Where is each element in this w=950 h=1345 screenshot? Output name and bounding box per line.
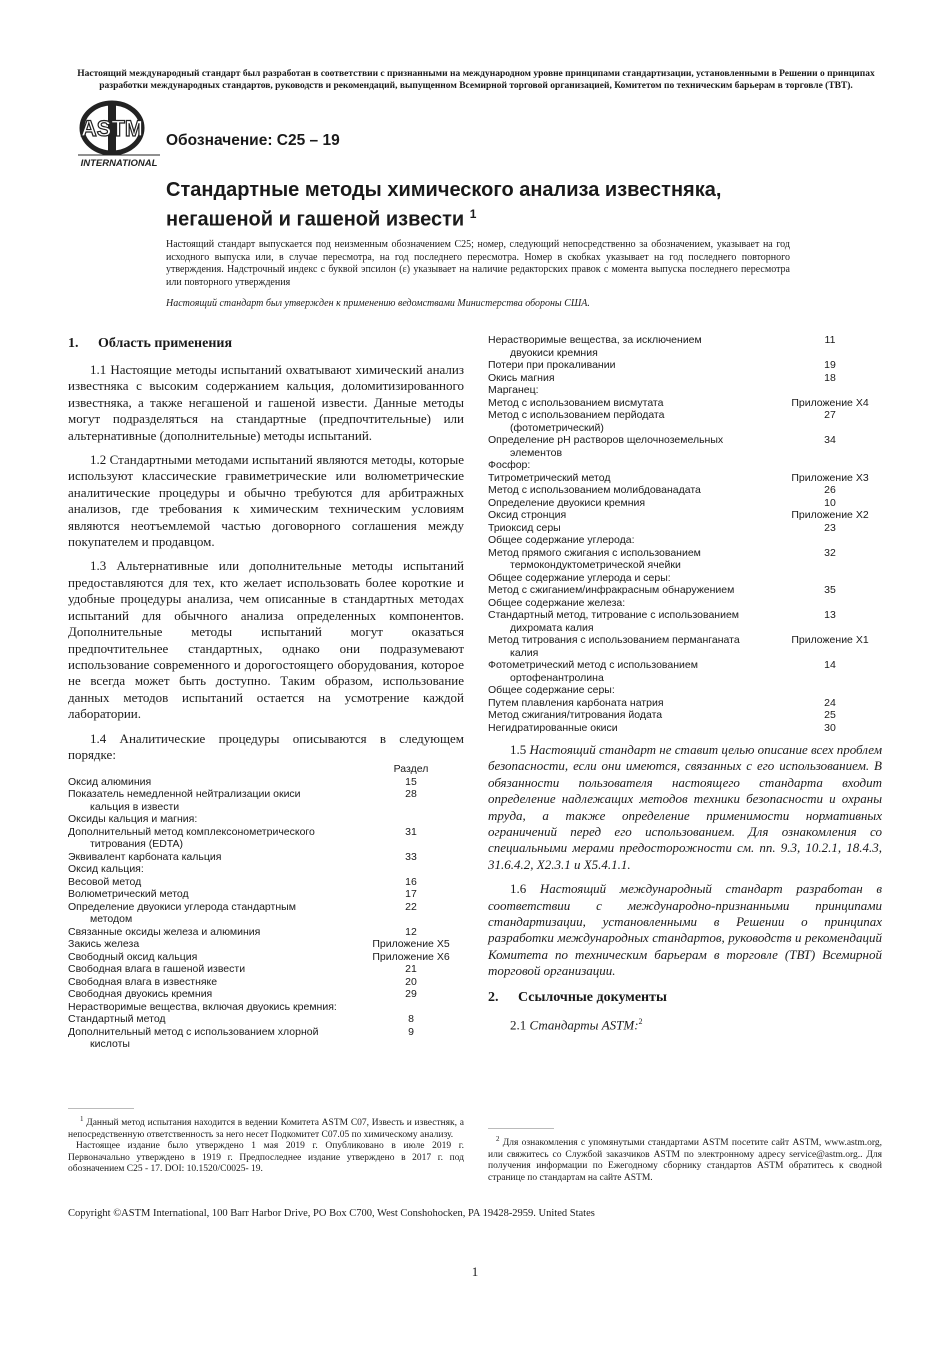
toc-section [778, 572, 882, 585]
toc-section [778, 459, 882, 472]
toc-row [488, 372, 882, 385]
toc-section: Приложение X1 [791, 634, 869, 646]
toc-section: 24 [824, 696, 836, 709]
toc-label: Свободная влага в известняке [68, 975, 218, 988]
toc-section [778, 684, 882, 697]
toc-section: 28 [405, 788, 417, 801]
toc-row [68, 926, 464, 939]
toc-label: Фосфор: [488, 459, 531, 471]
toc-label: Негидратированные окиси [488, 721, 618, 734]
document-title [166, 178, 866, 232]
title-footnote-mark: 1 [469, 207, 477, 221]
toc-section: 35 [824, 584, 836, 596]
toc-section [778, 597, 882, 610]
toc-row [488, 547, 882, 572]
toc-label: Окись магния [488, 371, 555, 384]
toc-label: Свободная влага в гашеной извести [68, 963, 246, 976]
toc-label: Метод сжигания/титрования йодата [488, 709, 663, 721]
toc-section: 11 [824, 334, 836, 346]
toc-row [68, 938, 464, 951]
toc-row [488, 634, 882, 659]
toc-section: 29 [405, 988, 417, 1001]
para-1-4: 1.4 Аналитические процедуры описываются в следующем порядке: [68, 730, 464, 762]
copyright: Copyright ©ASTM International, 100 Barr Harbor Drive, PO Box C700, West Conshohocken, PA 19428-2959. United States [68, 1208, 595, 1219]
toc-row [488, 484, 882, 497]
toc-section: 20 [405, 975, 417, 988]
toc-label: Оксид стронция [488, 509, 567, 521]
toc-label: Эквивалент карбоната кальция [68, 850, 222, 863]
toc-section: 18 [824, 371, 836, 384]
toc-section [778, 534, 882, 547]
toc-label-continuation: титрования (EDTA) [90, 838, 183, 851]
toc-label: Закись железа [68, 938, 140, 951]
toc-label: Метод прямого сжигания с использованием [488, 546, 701, 559]
toc-section: 33 [405, 850, 417, 863]
toc-row [68, 863, 464, 876]
toc-section: 30 [824, 721, 836, 734]
toc-label-continuation: термокондуктометрической ячейки [510, 559, 681, 571]
toc-label: Нерастворимые вещества, за исключением [488, 334, 702, 346]
toc-row [488, 584, 882, 597]
toc-section: 27 [824, 409, 836, 421]
toc-label: Метод с использованием висмутата [488, 396, 664, 409]
footnote-divider [488, 1128, 554, 1129]
toc-table-left [68, 763, 464, 1051]
toc-row [488, 409, 882, 434]
toc-row [68, 1001, 464, 1014]
toc-row [488, 572, 882, 585]
toc-label: Метод с сжиганием/инфракрасным обнаружением [488, 584, 735, 596]
toc-label-continuation: кислоты [90, 1038, 130, 1051]
toc-header: Раздел [393, 763, 429, 776]
toc-row [488, 609, 882, 634]
toc-section [358, 813, 464, 826]
toc-row [488, 709, 882, 722]
footnote-1: $^1$ Данный метод испытания находится в ведении Комитета ASTM C07, Известь и известняк, а непосредственную ответственность за него несет Подкомитет C07.05 по химическому анализу. [68, 1115, 464, 1140]
toc-row [488, 384, 882, 397]
footnote-1-edition: Настоящее издание было утверждено 1 мая 2019 г. Опубликовано в июле 2019 г. Первоначально утверждено в 1919 г. Предпоследнее издание утверждено в 2017 г. под обозначением C25 - 17. DOI: 10.1520/C0025- 19. [68, 1141, 464, 1175]
toc-label: Определение двуокиси кремния [488, 496, 646, 509]
toc-section: Приложение X4 [791, 396, 869, 409]
toc-label: Нерастворимые вещества, включая двуокись кремния: [68, 1000, 337, 1013]
toc-row [488, 722, 882, 735]
footnote-divider [68, 1108, 134, 1109]
toc-label-continuation: (фотометрический) [510, 421, 604, 434]
toc-section: 31 [405, 825, 417, 838]
toc-section: 12 [405, 925, 417, 938]
toc-section: 25 [824, 709, 836, 721]
logo-text: ASTM [80, 116, 144, 141]
toc-label: Оксид кальция: [68, 863, 144, 876]
toc-section: Приложение X2 [791, 509, 869, 521]
toc-row [68, 1013, 464, 1026]
toc-row [488, 684, 882, 697]
toc-label: Весовой метод [68, 875, 142, 888]
issue-note: Настоящий стандарт выпускается под неизменным обозначением C25; номер, следующий непосредственно за обозначением, указывает на год исходного выпуска или, в случае пересмотра, на год последнего пересмотра. Номер в скобках указывает на год последнего повторного утверждения. Надстрочный индекс с буквой эпсилон (ε) указывает на наличие редакторских правок с момента выпуска последнего пересмотра или повторного утверждения [166, 239, 790, 288]
astm-logo [64, 100, 160, 172]
section-1-heading: 1. Область применения [68, 336, 233, 351]
page-number: 1 [471, 1264, 479, 1279]
toc-section: 13 [824, 609, 836, 621]
astm-logo-icon [64, 100, 160, 172]
toc-row [68, 851, 464, 864]
toc-label: Волюметрический метод [68, 888, 189, 901]
toc-section: 8 [408, 1013, 414, 1026]
toc-label: Общее содержание серы: [488, 684, 615, 696]
toc-section [778, 384, 882, 397]
toc-label: Триоксид серы [488, 521, 561, 534]
toc-row [488, 534, 882, 547]
toc-row [68, 876, 464, 889]
toc-row [68, 1026, 464, 1051]
toc-label: Дополнительный метод с использованием хлорной [68, 1025, 319, 1038]
toc-label: Фотометрический метод с использованием [488, 659, 698, 671]
toc-label: Стандартный метод [68, 1013, 166, 1026]
toc-section: 26 [824, 484, 836, 496]
toc-row [68, 976, 464, 989]
toc-row [488, 659, 882, 684]
toc-row [68, 788, 464, 813]
logo-subtext: INTERNATIONAL [80, 158, 158, 169]
para-1-6: 1.6 Настоящий международный стандарт разработан в соответствии с международно-признанными принципами стандартизации, установленными в Решении о принципах разработки международных стандартов, руководств и рекомендаций Комитета по техническим барьерам в торговле (ТВТ) Всемирной торговой организации. [488, 881, 882, 979]
footnote-2-block [488, 1128, 882, 1184]
toc-label: Потери при прокаливании [488, 359, 616, 371]
toc-row [488, 522, 882, 535]
toc-label: Свободный оксид кальция [68, 950, 198, 963]
title-line-2: негашеной и гашеной извести $^1$ [166, 207, 477, 231]
toc-row [68, 963, 464, 976]
designation: Обозначение: C25 – 19 [166, 132, 340, 149]
toc-section: 14 [824, 659, 836, 671]
toc-label: Оксиды кальция и магния: [68, 813, 198, 826]
section-2-heading: 2. Ссылочные документы [488, 989, 667, 1005]
toc-label: Марганец: [488, 384, 539, 396]
para-1-5: 1.5 Настоящий стандарт не ставит целью описание всех проблем безопасности, если они имеются, связанных с его использованием. В обязанности пользователя настоящего стандарта входит определение надлежащих методов техники безопасности и охраны труда, а также определение применимости нормативных ограничений перед его использованием. Для ознакомления со специальными мерами предосторожности см. пп. 9.3, 10.2.1, 18.4.3, 31.6.4.2, X2.3.1 и X5.4.1.1. [488, 742, 882, 872]
approval-note: Настоящий стандарт был утвержден к применению ведомствами Министерства обороны США. [166, 298, 590, 309]
toc-section: 17 [405, 888, 417, 901]
toc-row [68, 951, 464, 964]
toc-row [488, 597, 882, 610]
toc-label: Метод титрования с использованием перманганата [488, 634, 740, 646]
toc-label-continuation: кальция в извести [90, 800, 180, 813]
toc-section: 34 [824, 434, 836, 446]
toc-label: Общее содержание железа: [488, 596, 626, 609]
toc-row [488, 334, 882, 359]
toc-label: Определение двуокиси углерода стандартным [68, 900, 296, 913]
toc-label: Свободная двуокись кремния [68, 988, 213, 1001]
toc-row [68, 901, 464, 926]
toc-row [488, 434, 882, 459]
toc-section: Приложение X5 [372, 938, 450, 951]
right-column [488, 334, 882, 1033]
toc-label-continuation: дихромата калия [510, 621, 594, 634]
left-column [68, 336, 464, 1051]
toc-section [358, 1001, 464, 1014]
toc-label: Стандартный метод, титрование с использованием [488, 609, 740, 621]
title-line-1: Стандартные методы химического анализа известняка, [166, 179, 722, 201]
toc-row [68, 988, 464, 1001]
toc-row [68, 888, 464, 901]
toc-section: 19 [824, 359, 836, 371]
toc-label: Оксид алюминия [68, 775, 152, 788]
toc-label: Определение pH растворов щелочноземельных [488, 434, 724, 446]
toc-label-continuation: ортофенантролина [510, 671, 604, 684]
toc-section: Приложение X6 [372, 950, 450, 963]
toc-row [488, 359, 882, 372]
toc-row [488, 497, 882, 510]
toc-label: Показатель немедленной нейтрализации окиси [68, 788, 301, 801]
toc-row [68, 826, 464, 851]
toc-section: 22 [405, 900, 417, 913]
toc-row [488, 472, 882, 485]
footnote-2: $^2$ Для ознакомления с упомянутыми стандартами ASTM посетите сайт ASTM, www.astm.org, или свяжитесь со Службой заказчиков ASTM по электронному адресу service@astm.org.. Для получения информации по Ежегодному сборнику стандартов ASTM обратитесь к сводной странице по стандартам на сайте ASTM. [488, 1135, 883, 1183]
toc-label: Титрометрический метод [488, 471, 611, 484]
toc-label: Метод с использованием перйодата [488, 409, 665, 421]
para-1-3: 1.3 Альтернативные или дополнительные методы испытаний предоставляются для тех, кто желает использовать более короткие и удобные процедуры анализа, чем описанные в стандартных методах испытаний для обычного анализа определенных компонентов. Дополнительные методы испытаний могут оказаться предпочтительнее стандартных, однако они подразумевают использование современного и дорогостоящего оборудования, которое не всегда может быть доступно. Таким образом, использование данных методов испытаний остается на усмотрение каждой лаборатории. [68, 558, 464, 722]
toc-row [488, 459, 882, 472]
toc-section: 23 [824, 521, 836, 534]
toc-section: 15 [405, 775, 417, 788]
toc-section: 21 [405, 963, 417, 976]
para-1-1: 1.1 Настоящие методы испытаний охватывают химический анализ известняка с высоким содержанием кальция, доломитизированного известняка, а также негашеной и гашеной извести. Данные методы могут подразделяться на стандартные (предпочтительные) или альтернативные (дополнительные) методы испытаний. [68, 362, 464, 443]
footnote-1-block [68, 1108, 464, 1176]
toc-table-right [488, 334, 882, 734]
toc-label-continuation: двуокиси кремния [510, 346, 598, 359]
toc-section: Приложение X3 [791, 471, 869, 484]
toc-section [358, 863, 464, 876]
toc-row [68, 776, 464, 789]
para-2-1: 2.1 Стандарты ASTM:$^2$ [510, 1016, 643, 1033]
toc-label: Метод с использованием молибдованадата [488, 484, 701, 496]
toc-label: Связанные оксиды железа и алюминия [68, 925, 261, 938]
toc-label-continuation: элементов [510, 446, 563, 459]
toc-label: Общее содержание углерода и серы: [488, 571, 671, 584]
toc-label: Дополнительный метод комплексонометрического [68, 825, 315, 838]
consensus-notice: Настоящий международный стандарт был разработан в соответствии с признанными на международном уровне принципами стандартизации, установленными в Решении о принципах разработки международных стандартов, руководств и рекомендаций, выпущенном Всемирной торговой организацией, Комитетом по техническим барьерам в торговле (ТВТ). [77, 69, 875, 91]
toc-label: Путем плавления карбоната натрия [488, 696, 664, 709]
toc-label-continuation: методом [90, 913, 133, 926]
toc-row [68, 813, 464, 826]
toc-label-continuation: калия [510, 646, 539, 659]
toc-section: 10 [824, 496, 836, 509]
toc-row [488, 509, 882, 522]
toc-section: 9 [408, 1025, 414, 1038]
toc-section: 16 [405, 875, 417, 888]
toc-row [488, 697, 882, 710]
toc-label: Общее содержание углерода: [488, 534, 635, 546]
para-1-2: 1.2 Стандартными методами испытаний являются методы, которые используют классические гравиметрические или волюметрические аналитические процедуры и обычно требуются для арбитражных анализов, где требования к химическим техническим условиям являются неотъемлемой частью договорного соглашения между покупателем и продавцом. [68, 452, 464, 550]
toc-row [488, 397, 882, 410]
toc-section: 32 [824, 546, 836, 559]
